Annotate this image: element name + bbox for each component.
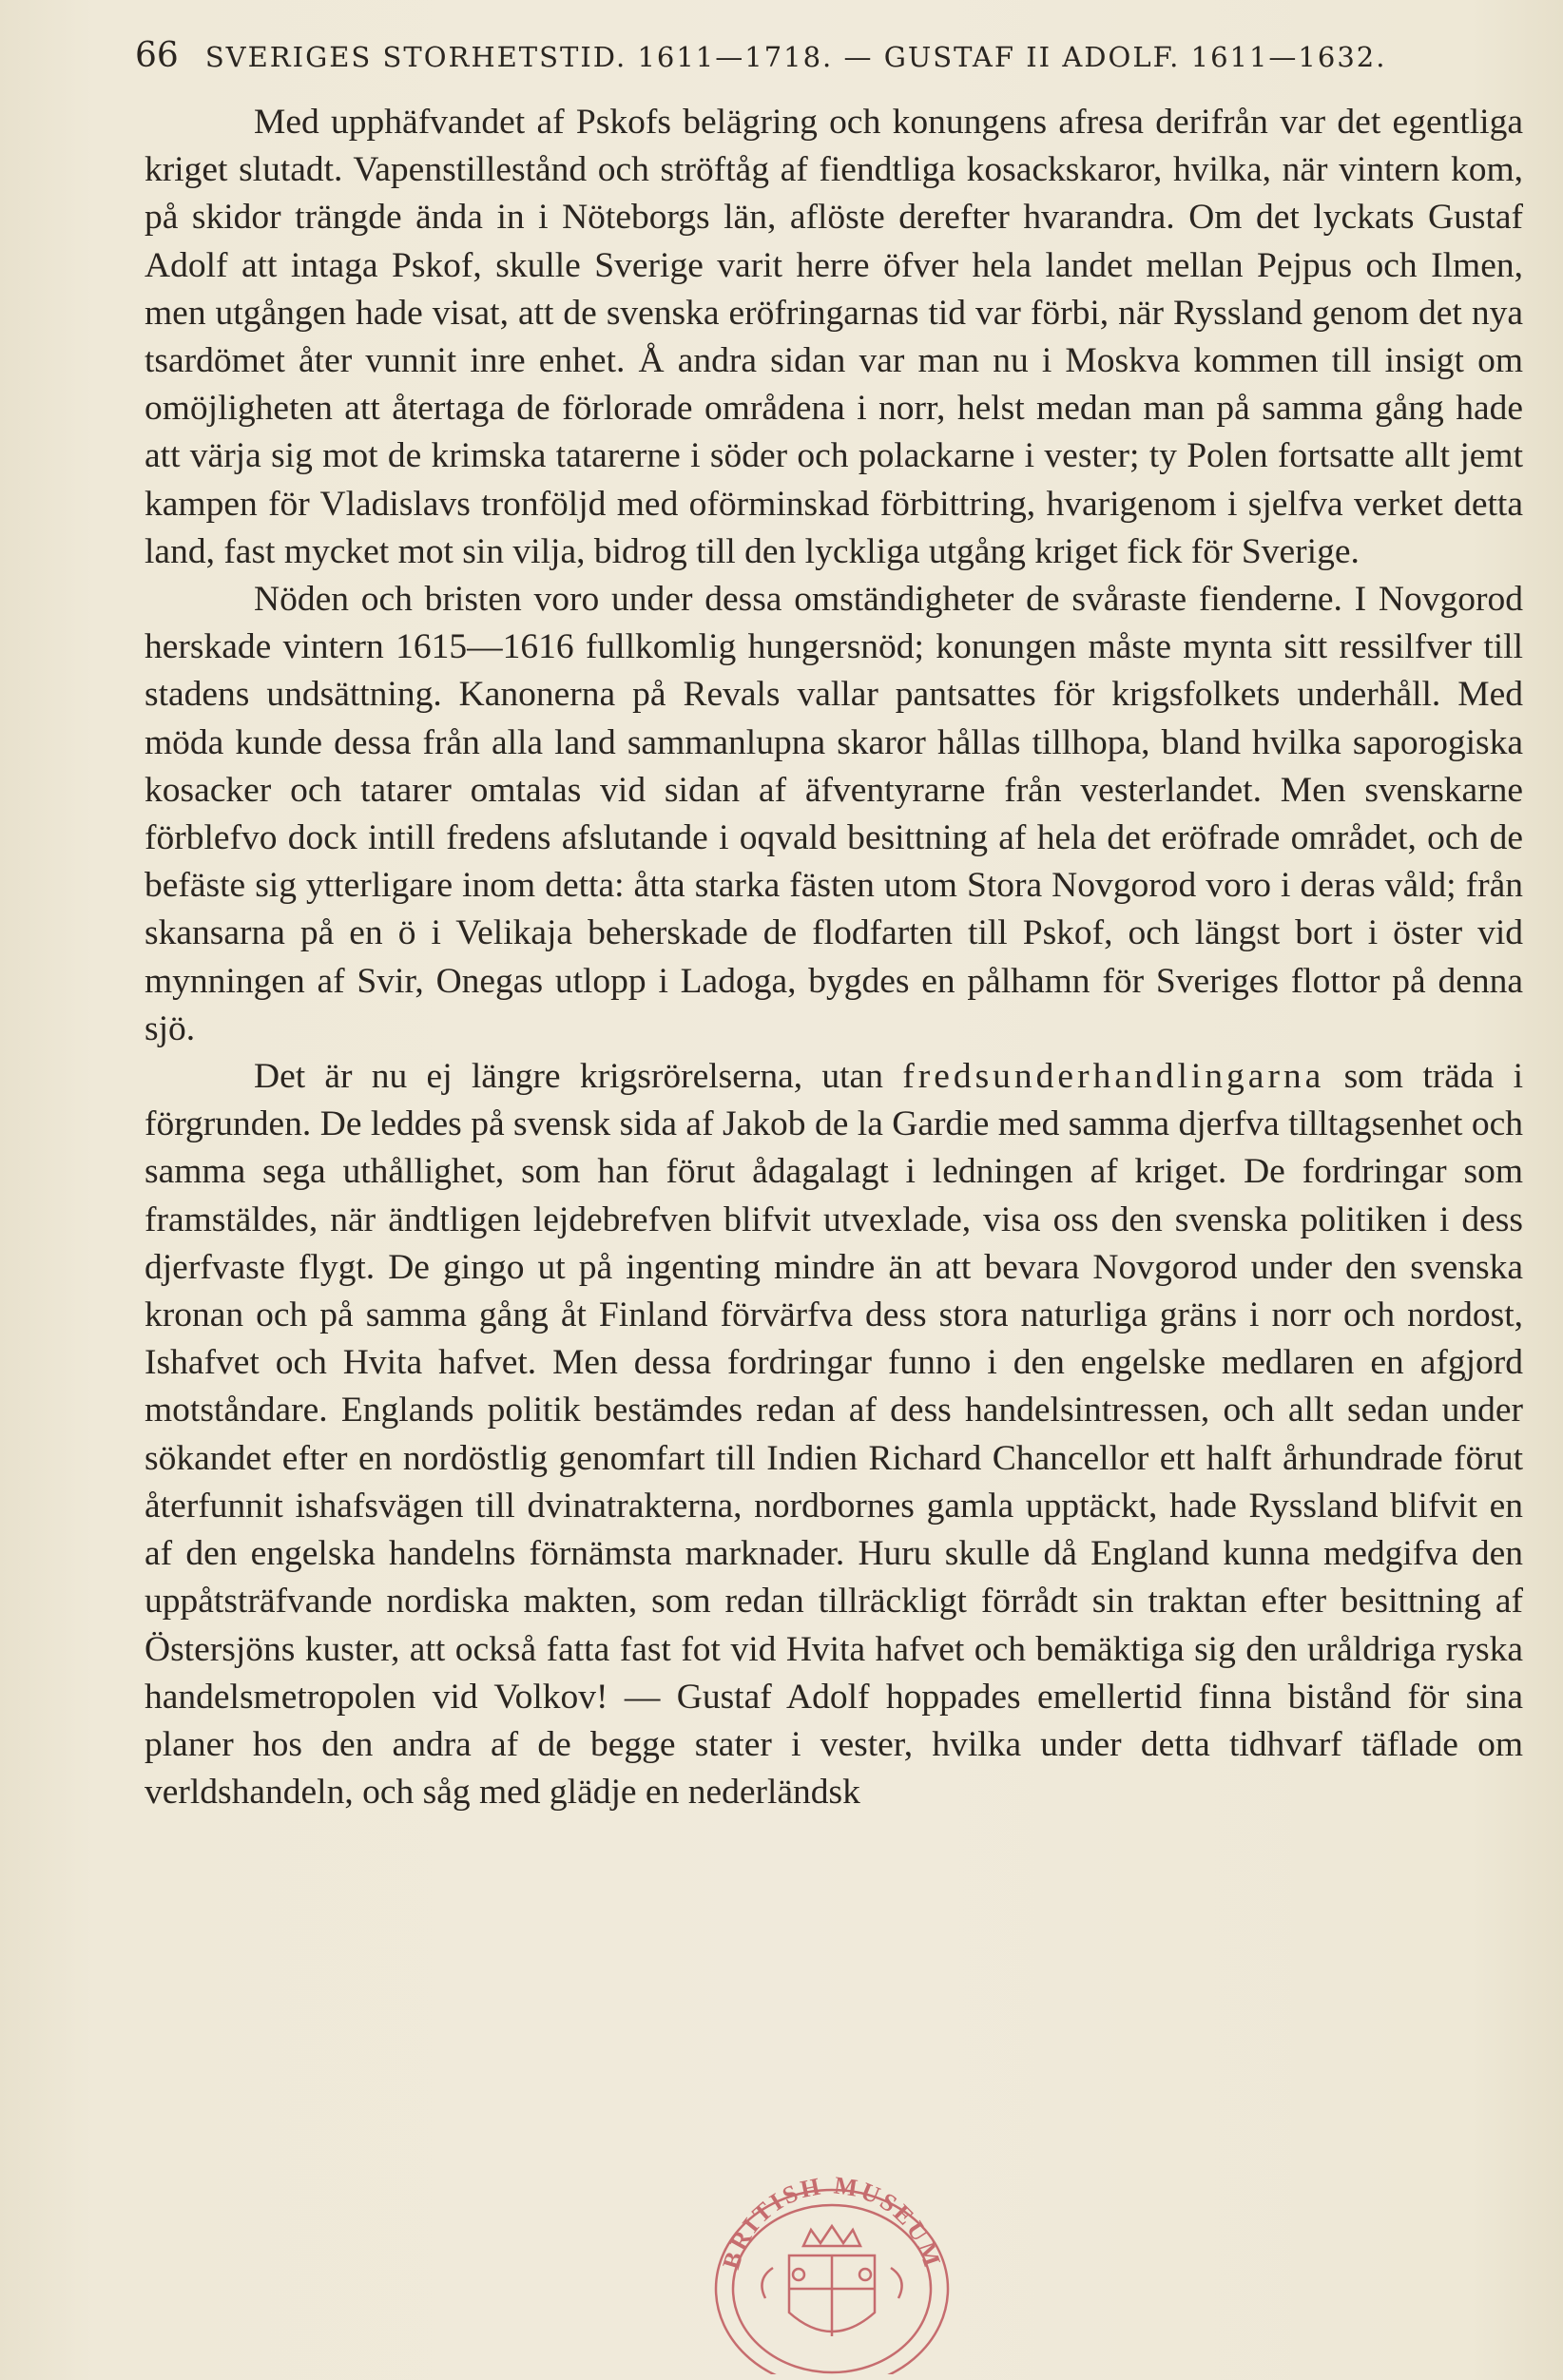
page-number: 66	[135, 36, 179, 75]
body-text	[145, 99, 1523, 1816]
paragraph-2: Nöden och bristen voro under dessa omständigheter de svåraste fienderne. I Novgorod herskade vintern 1615—1616 fullkomlig hungersnöd; konungen måste mynta sitt ressilfver till stadens undsättning. Kanonerna på Revals vallar pantsattes för krigsfolkets underhåll. Med möda kunde dessa från alla land sammanlupna skaror hållas tillhopa, bland hvilka saporogiska kosacker och tatarer omtalas vid sidan af äfventyrarne från vesterlandet. Men svenskarne förblefvo dock intill fredens afslutande i oqvald besittning af hela det eröfrade området, och de befäste sig ytterligare inom detta: åtta starka fästen utom Stora Novgorod voro i deras våld; från skansarna på en ö i Velikaja beherskade de flodfarten till Pskof, och längst bort i öster vid mynningen af Svir, Onegas utlopp i Ladoga, bygdes en pålhamn för Sveriges flottor på denna sjö.	[145, 580, 1523, 1048]
spaced-emphasis: fredsunderhandlingarna	[902, 1057, 1325, 1097]
paragraph-3-rest: som träda i förgrunden. De leddes på svensk sida af Jakob de la Gardie med samma djerfva tilltagsenhet och samma sega uthållighet, som han förut ådagalagt i ledningen af kriget. De fordringar som framstäldes, när ändtligen lejdebrefven blifvit utvexlade, visa oss den svenska politiken i dess djerfvaste flygt. De gingo ut på ingenting mindre än att bevara Novgorod under den svenska kronan och på samma gång åt Finland förvärfva dess stora naturliga gräns i norr och nordost, Ishafvet och Hvita hafvet. Men dessa fordringar funno i den engelske medlaren en afgjord motståndare. Englands politik bestämdes redan af dess handelsintressen, och allt sedan under sökandet efter en nordöstlig genomfart till Indien Richard Chancellor ett halft århundrade förut återfunnit ishafsvägen till dvinatrakterna, nordbornes gamla upptäckt, hade Ryssland blifvit en af den engelska handelns förnämsta marknader. Huru skulle då England kunna medgifva den uppåtsträfvande nordiska makten, som redan tillräckligt förrådt sin traktan efter besittning af Östersjöns kuster, att också fatta fast fot vid Hvita hafvet och bemäktiga sig den uråldriga ryska handelsmetropolen vid Volkov! — Gustaf Adolf hoppades emellertid finna bistånd för sina planer hos den andra af de begge stater i vester, hvilka under detta tidhvarf täflade om verldshandeln, och såg med glädje en nederländsk	[145, 1057, 1523, 1813]
paragraph-3	[145, 1053, 1523, 1816]
library-stamp	[699, 2156, 965, 2374]
running-title: SVERIGES STORHETSTID. 1611—1718. — GUSTAF II ADOLF. 1611—1632.	[204, 41, 1387, 73]
stamp-inscription: BRITISH MUSEUM	[717, 2171, 947, 2273]
running-header	[135, 36, 1523, 84]
paragraph-3-start: Det är nu ej längre krigsrörelserna, utan	[254, 1057, 903, 1097]
paragraph-1: Med upphäfvandet af Pskofs belägring och konungens afresa derifrån var det egentliga kriget slutadt. Vapenstillestånd och ströftåg af fiendtliga kosackskaror, hvilka, när vintern kom, på skidor trängde ända in i Nöteborgs län, aflöste derefter hvarandra. Om det lyckats Gustaf Adolf att intaga Pskof, skulle Sverige varit herre öfver hela landet mellan Pejpus och Ilmen, men utgången hade visat, att de svenska eröfringarnas tid var förbi, när Ryssland genom det nya tsardömet åter vunnit inre enhet. Å andra sidan var man nu i Moskva kommen till insigt om omöjligheten att återtaga de förlorade områdena i norr, helst medan man på samma gång hade att värja sig mot de krimska tatarerne i söder och polackarne i vester; ty Polen fortsatte allt jemt kampen för Vladislavs tronföljd med oförminskad förbittring, hvarigenom i sjelfva verket detta land, fast mycket mot sin vilja, bidrog till den lyckliga utgång kriget fick för Sverige.	[145, 103, 1523, 571]
